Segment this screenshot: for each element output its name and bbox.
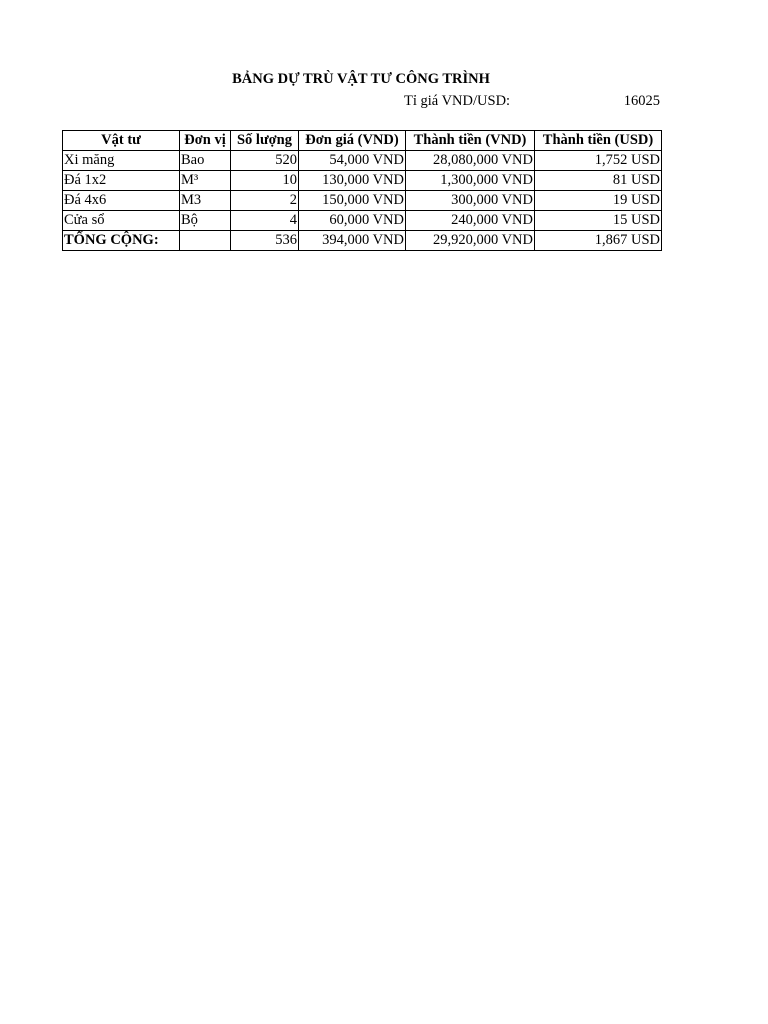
header-unit: Đơn vị xyxy=(180,131,231,151)
cell-unit: M3 xyxy=(180,191,231,211)
total-amount-usd: 1,867 USD xyxy=(535,231,662,251)
table-row xyxy=(63,151,662,171)
page-title: BẢNG DỰ TRÙ VẬT TƯ CÔNG TRÌNH xyxy=(232,71,490,87)
header-amount-usd: Thành tiền (USD) xyxy=(535,131,662,151)
cell-unit-price: 60,000 VND xyxy=(299,211,406,231)
table-row xyxy=(63,171,662,191)
total-row xyxy=(63,231,662,251)
cell-amount-usd: 19 USD xyxy=(535,191,662,211)
cell-unit: Bộ xyxy=(180,211,231,231)
cell-quantity: 2 xyxy=(231,191,299,211)
cell-material: Xi măng xyxy=(63,151,180,171)
header-unit-price: Đơn giá (VND) xyxy=(299,131,406,151)
header-quantity: Số lượng xyxy=(231,131,299,151)
cell-material: Đá 4x6 xyxy=(63,191,180,211)
cell-quantity: 4 xyxy=(231,211,299,231)
cell-quantity: 10 xyxy=(231,171,299,191)
cell-quantity: 520 xyxy=(231,151,299,171)
cell-amount-vnd: 240,000 VND xyxy=(406,211,535,231)
exchange-rate-value: 16025 xyxy=(623,93,660,109)
table-row xyxy=(63,191,662,211)
cell-amount-usd: 15 USD xyxy=(535,211,662,231)
cell-amount-vnd: 300,000 VND xyxy=(406,191,535,211)
header-amount-vnd: Thành tiền (VND) xyxy=(406,131,535,151)
cell-unit: M³ xyxy=(180,171,231,191)
cell-amount-vnd: 28,080,000 VND xyxy=(406,151,535,171)
cell-amount-vnd: 1,300,000 VND xyxy=(406,171,535,191)
cell-unit-price: 130,000 VND xyxy=(299,171,406,191)
header-material: Vật tư xyxy=(63,131,180,151)
cell-unit-price: 150,000 VND xyxy=(299,191,406,211)
table-row xyxy=(63,211,662,231)
cell-amount-usd: 1,752 USD xyxy=(535,151,662,171)
cell-unit-price: 54,000 VND xyxy=(299,151,406,171)
total-quantity: 536 xyxy=(231,231,299,251)
cell-material: Cửa sổ xyxy=(63,211,180,231)
table-header-row xyxy=(63,131,662,151)
cell-material: Đá 1x2 xyxy=(63,171,180,191)
total-unit-price: 394,000 VND xyxy=(299,231,406,251)
cell-unit: Bao xyxy=(180,151,231,171)
materials-table xyxy=(62,130,662,251)
total-amount-vnd: 29,920,000 VND xyxy=(406,231,535,251)
total-label: TỔNG CỘNG: xyxy=(63,231,180,251)
total-unit xyxy=(180,231,231,251)
exchange-rate-label: Tỉ giá VND/USD: xyxy=(404,93,511,109)
cell-amount-usd: 81 USD xyxy=(535,171,662,191)
